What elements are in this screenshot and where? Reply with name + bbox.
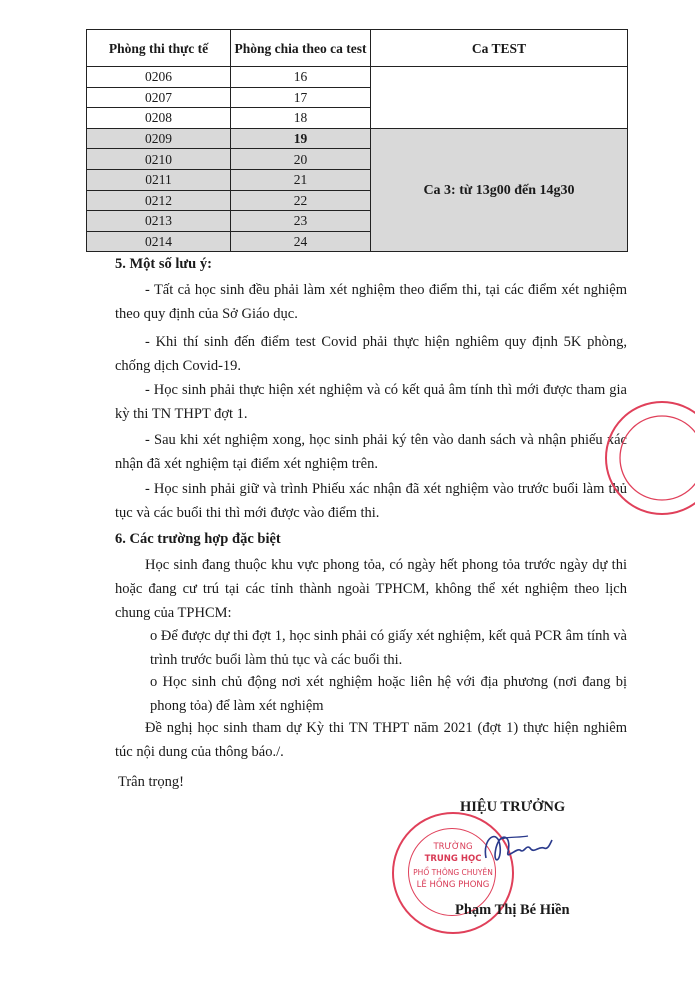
test-room-cell: 19 [231, 128, 371, 149]
table-header-row [87, 30, 628, 67]
partial-seal-stamp [600, 398, 695, 518]
actual-room-cell: 0213 [87, 211, 231, 232]
actual-room-cell: 0206 [87, 67, 231, 88]
section5-item: - Tất cả học sinh đều phải làm xét nghiệm theo điểm thi, tại các điểm xét nghiệm theo quy định của Sở Giáo dục. [115, 282, 627, 322]
actual-room-cell: 0210 [87, 149, 231, 170]
actual-room-cell: 0207 [87, 87, 231, 108]
header-test-room: Phòng chia theo ca test [231, 30, 371, 67]
test-room-cell: 17 [231, 87, 371, 108]
regards-text: Trân trọng! [118, 774, 184, 790]
test-room-cell: 22 [231, 190, 371, 211]
test-room-table [86, 29, 628, 252]
section6-intro: Học sinh đang thuộc khu vực phong tỏa, có ngày hết phong tỏa trước ngày dự thi hoặc đang cư trú tại các tỉnh thành ngoài TPHCM, không thể xét nghiệm theo lịch chung của TPHCM: [115, 557, 627, 621]
actual-room-cell: 0209 [87, 128, 231, 149]
closing-paragraph: Đề nghị học sinh tham dự Kỳ thi TN THPT năm 2021 (đợt 1) thực hiện nghiêm túc nội dung của thông báo./. [115, 720, 627, 760]
test-room-cell: 16 [231, 67, 371, 88]
table-row [87, 67, 628, 88]
header-shift: Ca TEST [371, 30, 628, 67]
actual-room-cell: 0214 [87, 231, 231, 252]
section5-item: - Học sinh phải thực hiện xét nghiệm và có kết quả âm tính thì mới được tham gia kỳ thi TN THPT đợt 1. [115, 382, 627, 422]
shift-cell-empty [371, 67, 628, 129]
section6-bullet: o Để được dự thi đợt 1, học sinh phải có giấy xét nghiệm, kết quả PCR âm tính và trình trước buổi làm thủ tục và các buổi thi. [150, 628, 627, 668]
header-actual-room: Phòng thi thực tế [87, 30, 231, 67]
stamp-line: TRƯỜNG [433, 842, 473, 852]
section5-item: - Học sinh phải giữ và trình Phiếu xác nhận đã xét nghiệm vào trước buổi làm thủ tục và các buổi thi thì mới được vào điểm thi. [115, 481, 627, 521]
stamp-line: LÊ HỒNG PHONG [416, 880, 490, 890]
stamp-line: TRUNG HỌC [424, 854, 482, 864]
principal-name: Phạm Thị Bé Hiền [455, 902, 570, 918]
actual-room-cell: 0212 [87, 190, 231, 211]
shift-cell: Ca 3: từ 13g00 đến 14g30 [371, 128, 628, 252]
table-row [87, 128, 628, 149]
signature-scribble [478, 818, 558, 878]
section5-item: - Sau khi xét nghiệm xong, học sinh phải ký tên vào danh sách và nhận phiếu xác nhận đã xét nghiệm tại điểm xét nghiệm trên. [115, 432, 627, 472]
actual-room-cell: 0211 [87, 169, 231, 190]
test-room-cell: 18 [231, 108, 371, 129]
actual-room-cell: 0208 [87, 108, 231, 129]
section6-bullet: o Học sinh chủ động nơi xét nghiệm hoặc liên hệ với địa phương (nơi đang bị phong tỏa) để làm xét nghiệm [150, 674, 627, 714]
test-room-cell: 20 [231, 149, 371, 170]
test-room-cell: 21 [231, 169, 371, 190]
principal-title: HIỆU TRƯỞNG [460, 799, 566, 815]
test-room-cell: 24 [231, 231, 371, 252]
stamp-line: PHỔ THÔNG CHUYÊN [413, 868, 493, 877]
section5-heading: 5. Một số lưu ý: [115, 256, 212, 272]
section5-item: - Khi thí sinh đến điểm test Covid phải thực hiện nghiêm quy định 5K phòng, chống dịch Covid-19. [115, 334, 627, 374]
section6-heading: 6. Các trường hợp đặc biệt [115, 531, 281, 547]
test-room-cell: 23 [231, 211, 371, 232]
